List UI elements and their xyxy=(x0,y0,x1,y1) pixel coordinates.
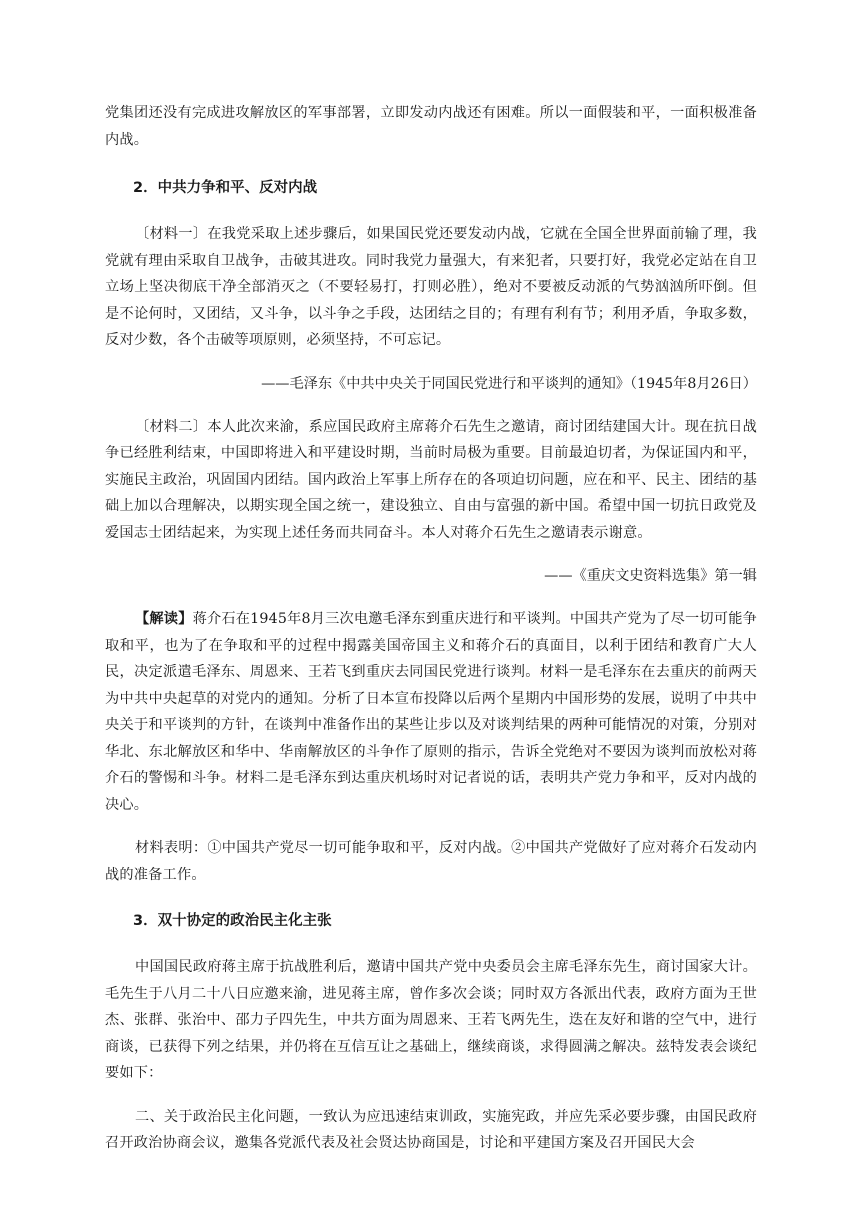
conclusion-paragraph: 材料表明：①中国共产党尽一切可能争取和平，反对内战。②中国共产党做好了应对蒋介石发动内战的准备工作。 xyxy=(105,840,757,883)
section-3-heading: 3．双十协定的政治民主化主张 xyxy=(133,913,332,929)
section-2-heading: 2．中共力争和平、反对内战 xyxy=(133,180,318,196)
material-1-paragraph: 〔材料一〕在我党采取上述步骤后，如果国民党还要发动内战，它就在全国全世界面前输了理，我党就有理由采取自卫战争，击破其进攻。同时我党力量强大，有来犯者，只要打好，我党必定站在自卫立场上坚决彻底干净全部消灭之（不要轻易打，打则必胜），绝对不要被反动派的气势汹汹所吓倒。但是不论何时，又团结，又斗争，以斗争之手段，达团结之目的；有理有利有节；利用矛盾，争取多数，反对少数，各个击破等项原则，必须坚持，不可忘记。 xyxy=(105,226,757,348)
intro-paragraph: 党集团还没有完成进攻解放区的军事部署，立即发动内战还有困难。所以一面假装和平，一面积极准备内战。 xyxy=(105,105,757,148)
material-2-source: ——《重庆文史资料选集》第一辑 xyxy=(544,568,757,584)
interpretation-text: 蒋介石在1945年8月三次电邀毛泽东到重庆进行和平谈判。中国共产党为了尽一切可能争取和平，也为了在争取和平的过程中揭露美国帝国主义和蒋介石的真面目，以利于团结和教育广大人民，决定派遣毛泽东、周恩来、王若飞到重庆去同国民党进行谈判。材料一是毛泽东在去重庆的前两天为中共中央起草的对党内的通知。分析了日本宣布投降以后两个星期内中国形势的发展，说明了中共中央关于和平谈判的方针，在谈判中准备作出的某些让步以及对谈判结果的两种可能情况的对策，分别对华北、东北解放区和华中、华南解放区的斗争作了原则的指示，告诉全党绝对不要因为谈判而放松对蒋介石的警惕和斗争。材料二是毛泽东到达重庆机场时对记者说的话，表明共产党力争和平，反对内战的决心。 xyxy=(105,611,757,813)
section-3-paragraph-2: 二、关于政治民主化问题，一致认为应迅速结束训政，实施宪政，并应先采必要步骤，由国民政府召开政治协商会议，邀集各党派代表及社会贤达协商国是，讨论和平建国方案及召开国民大会 xyxy=(105,1108,757,1151)
document-page xyxy=(105,100,757,1157)
interpretation-paragraph xyxy=(105,606,757,818)
material-1-source: ——毛泽东《中共中央关于同国民党进行和平谈判的通知》（1945年8月26日） xyxy=(261,375,757,392)
interpretation-label: 【解读】 xyxy=(135,611,193,627)
material-2-paragraph: 〔材料二〕本人此次来渝，系应国民政府主席蒋介石先生之邀请，商讨团结建国大计。现在抗日战争已经胜利结束，中国即将进入和平建设时期，当前时局极为重要。目前最迫切者，为保证国内和平，实施民主政治，巩固国内团结。国内政治上军事上所存在的各项迫切问题，应在和平、民主、团结的基础上加以合理解决，以期实现全国之统一，建设独立、自由与富强的新中国。希望中国一切抗日政党及爱国志士团结起来，为实现上述任务而共同奋斗。本人对蒋介石先生之邀请表示谢意。 xyxy=(105,418,757,541)
section-3-paragraph-1: 中国国民政府蒋主席于抗战胜利后，邀请中国共产党中央委员会主席毛泽东先生，商讨国家大计。毛先生于八月二十八日应邀来渝，进见蒋主席，曾作多次会谈；同时双方各派出代表，政府方面为王世杰、张群、张治中、邵力子四先生，中共方面为周恩来、王若飞两先生，迭在友好和谐的空气中，进行商谈，已获得下列之结果，并仍将在互信互让之基础上，继续商谈，求得圆满之解决。兹特发表会谈纪要如下： xyxy=(105,959,757,1081)
